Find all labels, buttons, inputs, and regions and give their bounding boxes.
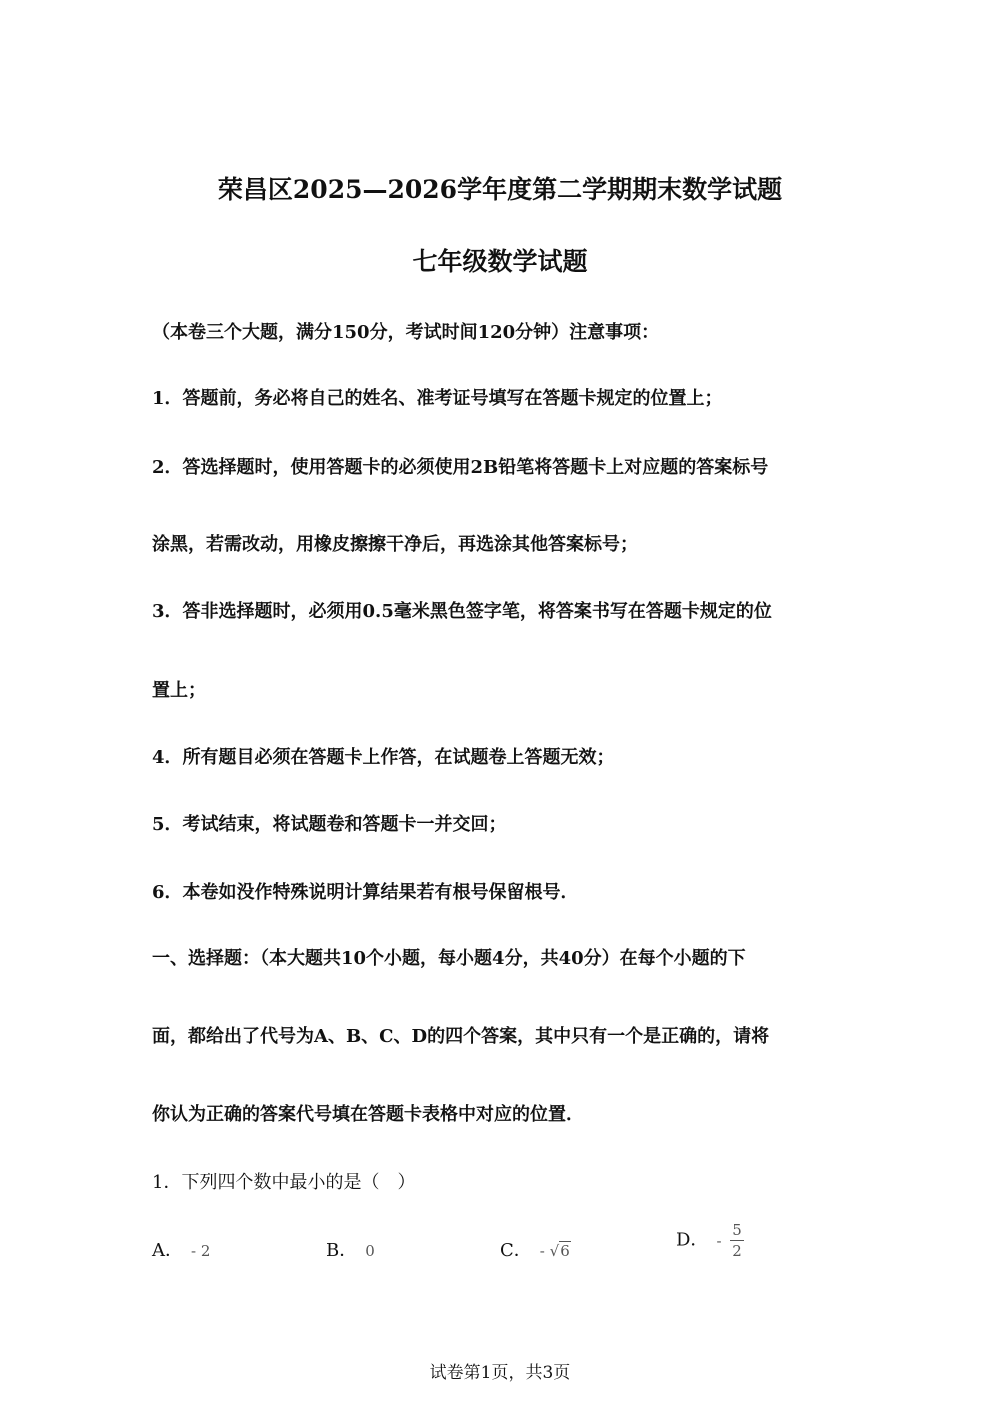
notice-line: 涂黑，若需改动，用橡皮擦擦干净后，再选涂其他答案标号； [152,534,638,555]
option-d-sign: - [716,1231,727,1250]
option-a-value: - 2 [191,1242,211,1260]
section-text: 你认为正确的答案代号填在答题卡表格中对应的位置． [152,1104,584,1125]
notice-header: （本卷三个大题，满分150分，考试时间120分钟）注意事项： [152,322,660,343]
page-subtitle: 七年级数学试题 [412,247,588,276]
section-heading: 一、选择题：（本大题共10个小题，每小题4分，共40分）在每个小题的下 [152,948,746,969]
page-title: 荣昌区2025—2026学年度第二学期期末数学试题 [217,175,783,204]
option-b [326,1236,375,1262]
notice-line: 3．答非选择题时，必须用0.5毫米黑色签字笔，将答案书写在答题卡规定的位 [152,601,772,622]
notice-line: 1．答题前，务必将自己的姓名、准考证号填写在答题卡规定的位置上； [152,388,723,409]
option-c-label: C． [500,1240,532,1261]
section-text: 面，都给出了代号为A、B、C、D的四个答案，其中只有一个是正确的，请将 [152,1026,770,1047]
notice-line: 2．答选择题时，使用答题卡的必须使用2B铅笔将答题卡上对应题的答案标号 [152,457,769,478]
option-b-label: B． [326,1240,358,1261]
notice-line: 4．所有题目必须在答题卡上作答，在试题卷上答题无效； [152,747,615,768]
option-d [676,1220,744,1261]
notice-line: 置上； [152,680,206,701]
notice-line: 6．本卷如没作特殊说明计算结果若有根号保留根号． [152,882,579,903]
option-c-value: - √6 [539,1242,570,1260]
option-c [500,1236,571,1262]
notice-line: 5．考试结束，将试题卷和答题卡一并交回； [152,814,507,835]
option-b-value: 0 [365,1242,375,1260]
option-d-numerator: 5 [732,1221,742,1239]
option-a [152,1236,210,1262]
option-c-sign: - [539,1242,550,1260]
option-c-radicand: 6 [560,1242,570,1260]
option-d-fraction [730,1220,744,1261]
option-a-label: A． [152,1240,183,1261]
option-d-denominator: 2 [732,1242,742,1260]
question-1-stem: 1．下列四个数中最小的是（ ） [152,1172,416,1193]
option-d-label: D． [676,1229,709,1251]
page-footer: 试卷第1页，共3页 [429,1363,571,1383]
